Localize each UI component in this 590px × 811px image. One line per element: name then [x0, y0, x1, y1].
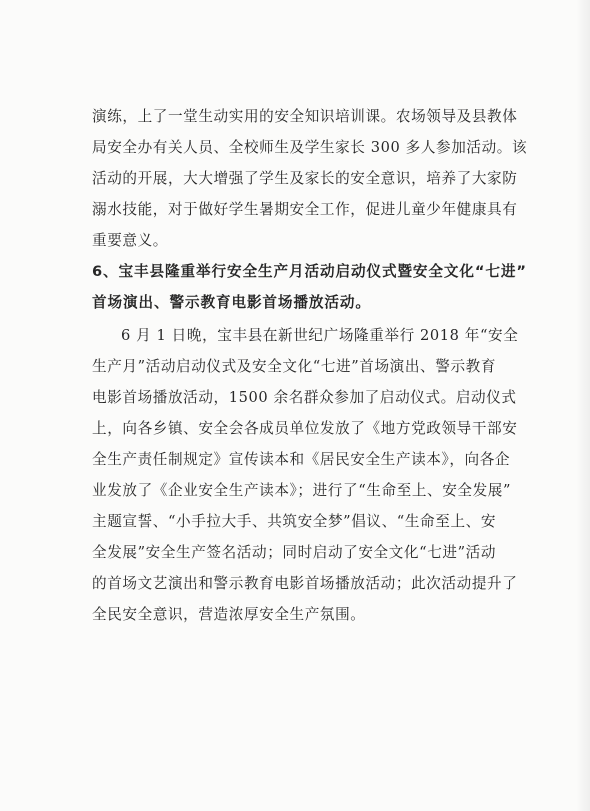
- text-line: 重要意义。: [92, 232, 168, 249]
- text-line: 的首场文艺演出和警示教育电影首场播放活动；此次活动提升了: [92, 575, 518, 592]
- text-line: 生产月”活动启动仪式及安全文化“七进”首场演出、警示教育: [92, 358, 497, 375]
- text-line: 业发放了《企业安全生产读本》；进行了“生命至上、安全发展”: [92, 482, 512, 499]
- text-line: 电影首场播放活动，1500 余名群众参加了启动仪式。启动仪式: [92, 389, 517, 406]
- paragraph-1: [92, 101, 528, 256]
- text-line: 演练，上了一堂生动实用的安全知识培训课。农场领导及县教体: [92, 108, 518, 125]
- text-line: 6 月 1 日晚，宝丰县在新世纪广场隆重举行 2018 年“安全: [121, 327, 519, 344]
- text-line: 全生产责任制规定》宣传读本和《居民安全生产读本》，向各企: [92, 451, 511, 468]
- page-edge-shadow: [576, 0, 590, 811]
- document-body: [92, 101, 528, 630]
- text-line: 溺水技能，对于做好学生暑期安全工作，促进儿童少年健康具有: [92, 201, 518, 218]
- text-line: 全发展”安全生产签名活动；同时启动了安全文化“七进”活动: [92, 544, 497, 561]
- text-line: 活动的开展，大大增强了学生及家长的安全意识，培养了大家防: [92, 170, 518, 187]
- paragraph-2: [92, 320, 519, 630]
- text-line: 全民安全意识，营造浓厚安全生产氛围。: [92, 606, 366, 623]
- heading-line: 6、宝丰县隆重举行安全生产月活动启动仪式暨安全文化“七进”: [92, 263, 527, 280]
- section-heading: [92, 256, 527, 318]
- text-line: 主题宣誓、“小手拉大手、共筑安全梦”倡议、“生命至上、安: [92, 513, 497, 530]
- heading-line: 首场演出、警示教育电影首场播放活动。: [92, 294, 371, 311]
- text-line: 上，向各乡镇、安全会各成员单位发放了《地方党政领导干部安: [92, 420, 518, 437]
- text-line: 局安全办有关人员、全校师生及学生家长 300 多人参加活动。该: [92, 139, 528, 156]
